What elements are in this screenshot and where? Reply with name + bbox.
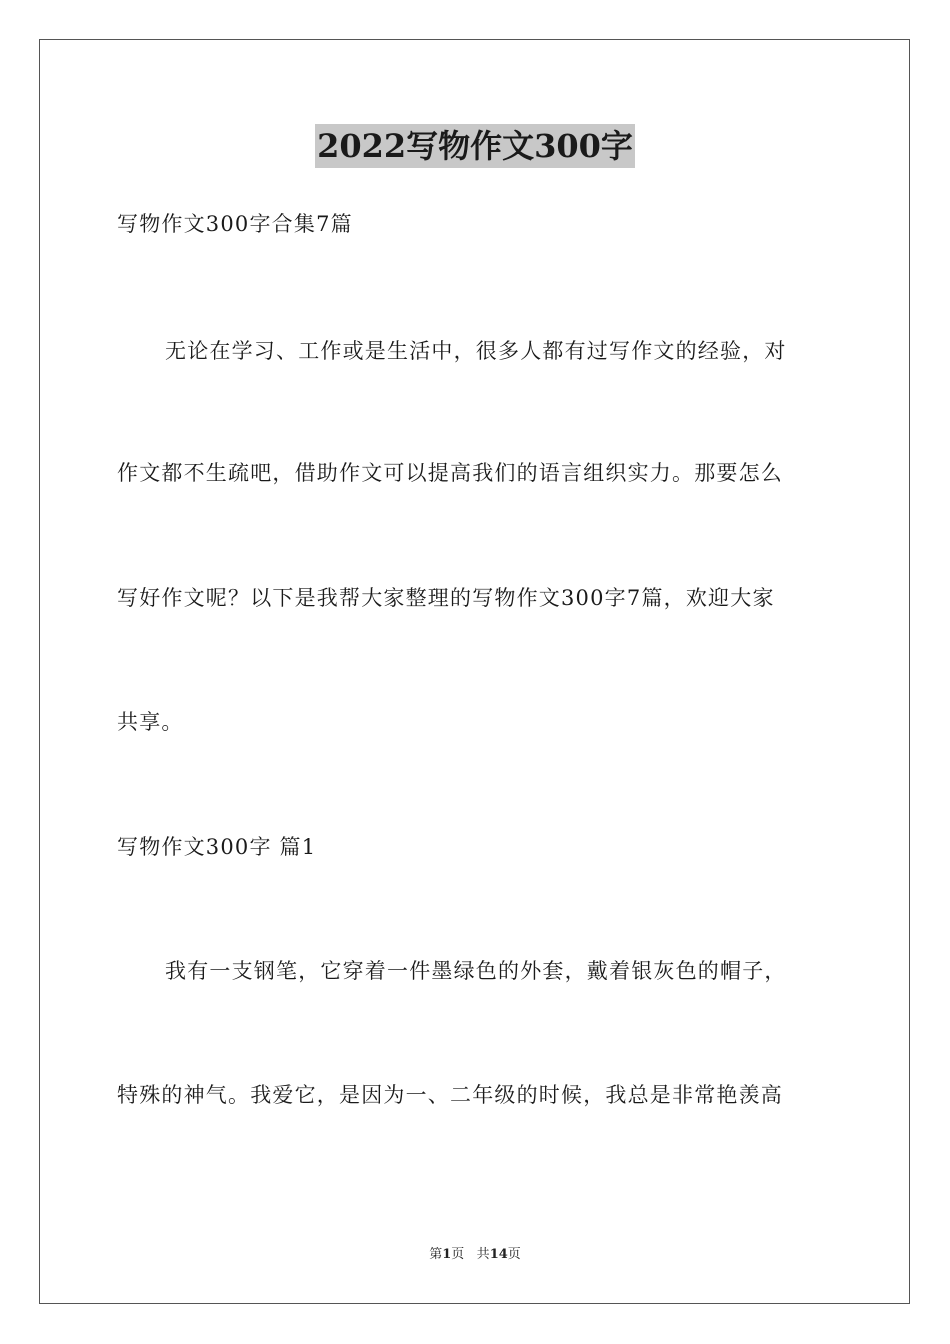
body-line-1: 我有一支钢笔，它穿着一件墨绿色的外套，戴着银灰色的帽子， xyxy=(165,959,787,983)
intro-line-2: 作文都不生疏吧，借助作文可以提高我们的语言组织实力。那要怎么 xyxy=(117,461,783,485)
document-title: 2022写物作文300字 xyxy=(315,124,635,168)
document-subtitle: 写物作文300字合集7篇 xyxy=(117,212,353,236)
footer-page-suffix: 页 xyxy=(451,1247,465,1262)
title-container xyxy=(0,124,950,168)
footer-total-suffix: 页 xyxy=(507,1247,521,1262)
page-footer xyxy=(0,1246,950,1264)
footer-total-pages: 14 xyxy=(489,1247,508,1262)
footer-page-number: 1 xyxy=(442,1247,452,1262)
footer-page-prefix: 第 xyxy=(429,1247,443,1262)
section-heading: 写物作文300字 篇1 xyxy=(117,835,317,859)
footer-total-prefix: 共 xyxy=(476,1247,490,1262)
body-line-2: 特殊的神气。我爱它，是因为一、二年级的时候，我总是非常艳羡高 xyxy=(117,1083,783,1107)
intro-line-1: 无论在学习、工作或是生活中，很多人都有过写作文的经验，对 xyxy=(165,339,787,363)
intro-line-4: 共享。 xyxy=(117,710,184,734)
intro-line-3: 写好作文呢？以下是我帮大家整理的写物作文300字7篇，欢迎大家 xyxy=(117,586,775,610)
